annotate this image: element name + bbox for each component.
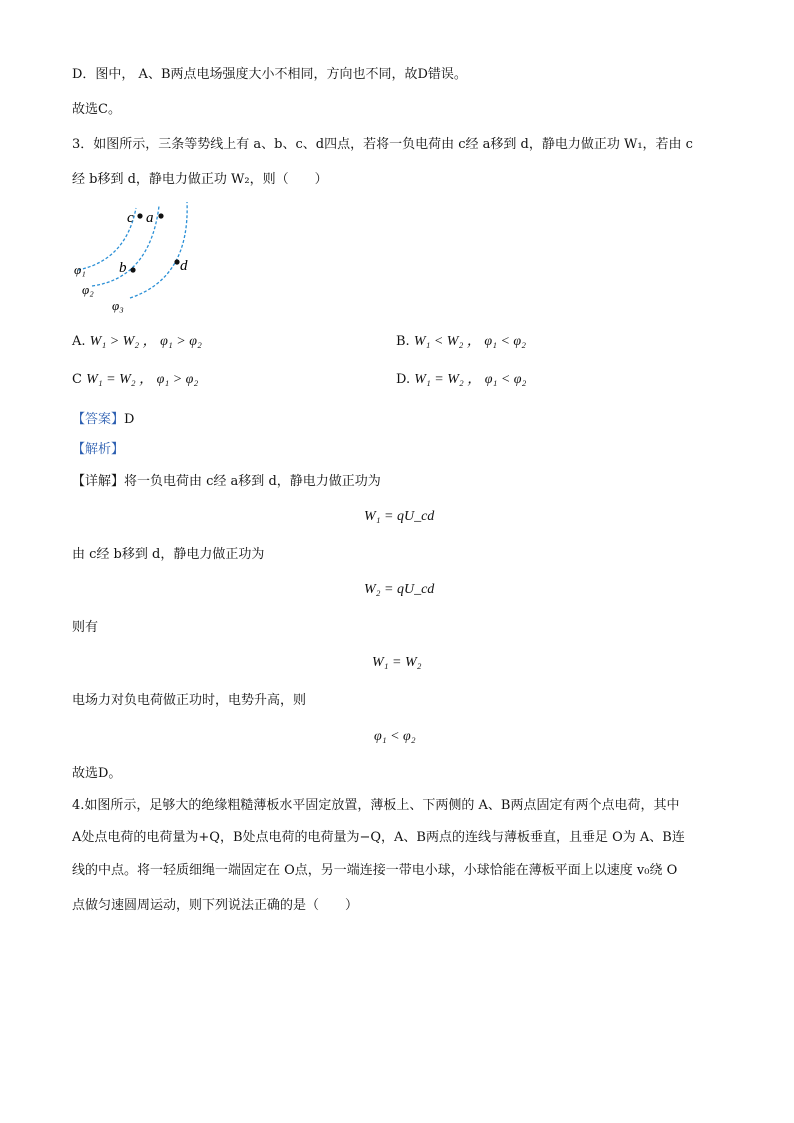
- text-line-d-conclusion: D．图中， A、B两点电场强度大小不相同，方向也不同，故D错误。: [72, 67, 467, 82]
- text-choose-d: 故选D。: [72, 766, 122, 781]
- question-3-line-1: 3．如图所示，三条等势线上有 a、b、c、d四点，若将一负电荷由 c经 a移到 d，静电力做正功 W₁，若由 c: [72, 137, 693, 152]
- point-b-label: b: [119, 260, 127, 276]
- option-d-label: D.: [396, 372, 411, 387]
- equation-w1: W₁ = qU_cd: [364, 509, 435, 524]
- text-potential: 电场力对负电荷做正功时，电势升高，则: [72, 693, 307, 708]
- equation-phi: φ₁ < φ₂: [374, 729, 416, 744]
- option-a[interactable]: [72, 333, 202, 351]
- option-d-math: W₁ = W₂ ， φ₁ < φ₂: [414, 372, 527, 387]
- question-4-line-2: A处点电荷的电荷量为+Q，B处点电荷的电荷量为−Q，A、B两点的连线与薄板垂直，且垂足 O为 A、B连: [72, 830, 685, 845]
- option-b-math: W₁ < W₂ ， φ₁ < φ₂: [413, 334, 527, 349]
- point-a-dot: [158, 213, 163, 218]
- curve-label-phi3: φ₃: [112, 298, 124, 313]
- question-4-line-1: 4.如图所示，足够大的绝缘粗糙薄板水平固定放置，薄板上、下两侧的 A、B两点固定有两个点电荷，其中: [72, 798, 680, 813]
- detail-line: [72, 473, 381, 491]
- point-c-dot: [137, 213, 142, 218]
- curve-label-phi1: φ₁: [74, 262, 86, 277]
- equation-w2: W₂ = qU_cd: [364, 582, 435, 597]
- answer-line: [72, 411, 134, 429]
- text-step-2: 由 c经 b移到 d，静电力做正功为: [72, 547, 265, 562]
- equation-w-equal: W₁ = W₂: [372, 655, 422, 670]
- text-line-choose-c: 故选C。: [72, 102, 121, 117]
- option-c[interactable]: [72, 371, 198, 389]
- question-4-line-4: 点做匀速圆周运动，则下列说法正确的是（ ）: [72, 898, 359, 913]
- option-b[interactable]: [396, 333, 526, 351]
- option-a-label: A.: [72, 334, 86, 349]
- analysis-tag: 【解析】: [72, 442, 125, 457]
- option-c-label: C: [72, 372, 82, 387]
- option-c-math: W₁ = W₂ ， φ₁ > φ₂: [86, 372, 199, 387]
- equipotential-figure: [72, 198, 202, 318]
- option-b-label: B.: [396, 334, 410, 349]
- detail-text: 将一负电荷由 c经 a移到 d，静电力做正功为: [124, 474, 381, 489]
- detail-tag: 【详解】: [72, 474, 125, 489]
- option-a-math: W₁ > W₂ ， φ₁ > φ₂: [89, 334, 202, 349]
- point-d-dot: [174, 259, 179, 264]
- text-then: 则有: [72, 620, 99, 635]
- point-a-label: a: [146, 210, 154, 226]
- point-b-dot: [130, 267, 135, 272]
- question-3-line-2: 经 b移到 d，静电力做正功 W₂，则（ ）: [72, 172, 328, 187]
- point-c-label: c: [127, 210, 134, 226]
- point-d-label: d: [180, 258, 188, 274]
- option-d[interactable]: [396, 371, 526, 389]
- curve-label-phi2: φ₂: [82, 282, 94, 297]
- question-4-line-3: 线的中点。将一轻质细绳一端固定在 O点，另一端连接一带电小球，小球恰能在薄板平面上以速度 v₀绕 O: [72, 863, 678, 878]
- answer-tag: 【答案】: [72, 412, 125, 427]
- answer-value: D: [124, 412, 135, 427]
